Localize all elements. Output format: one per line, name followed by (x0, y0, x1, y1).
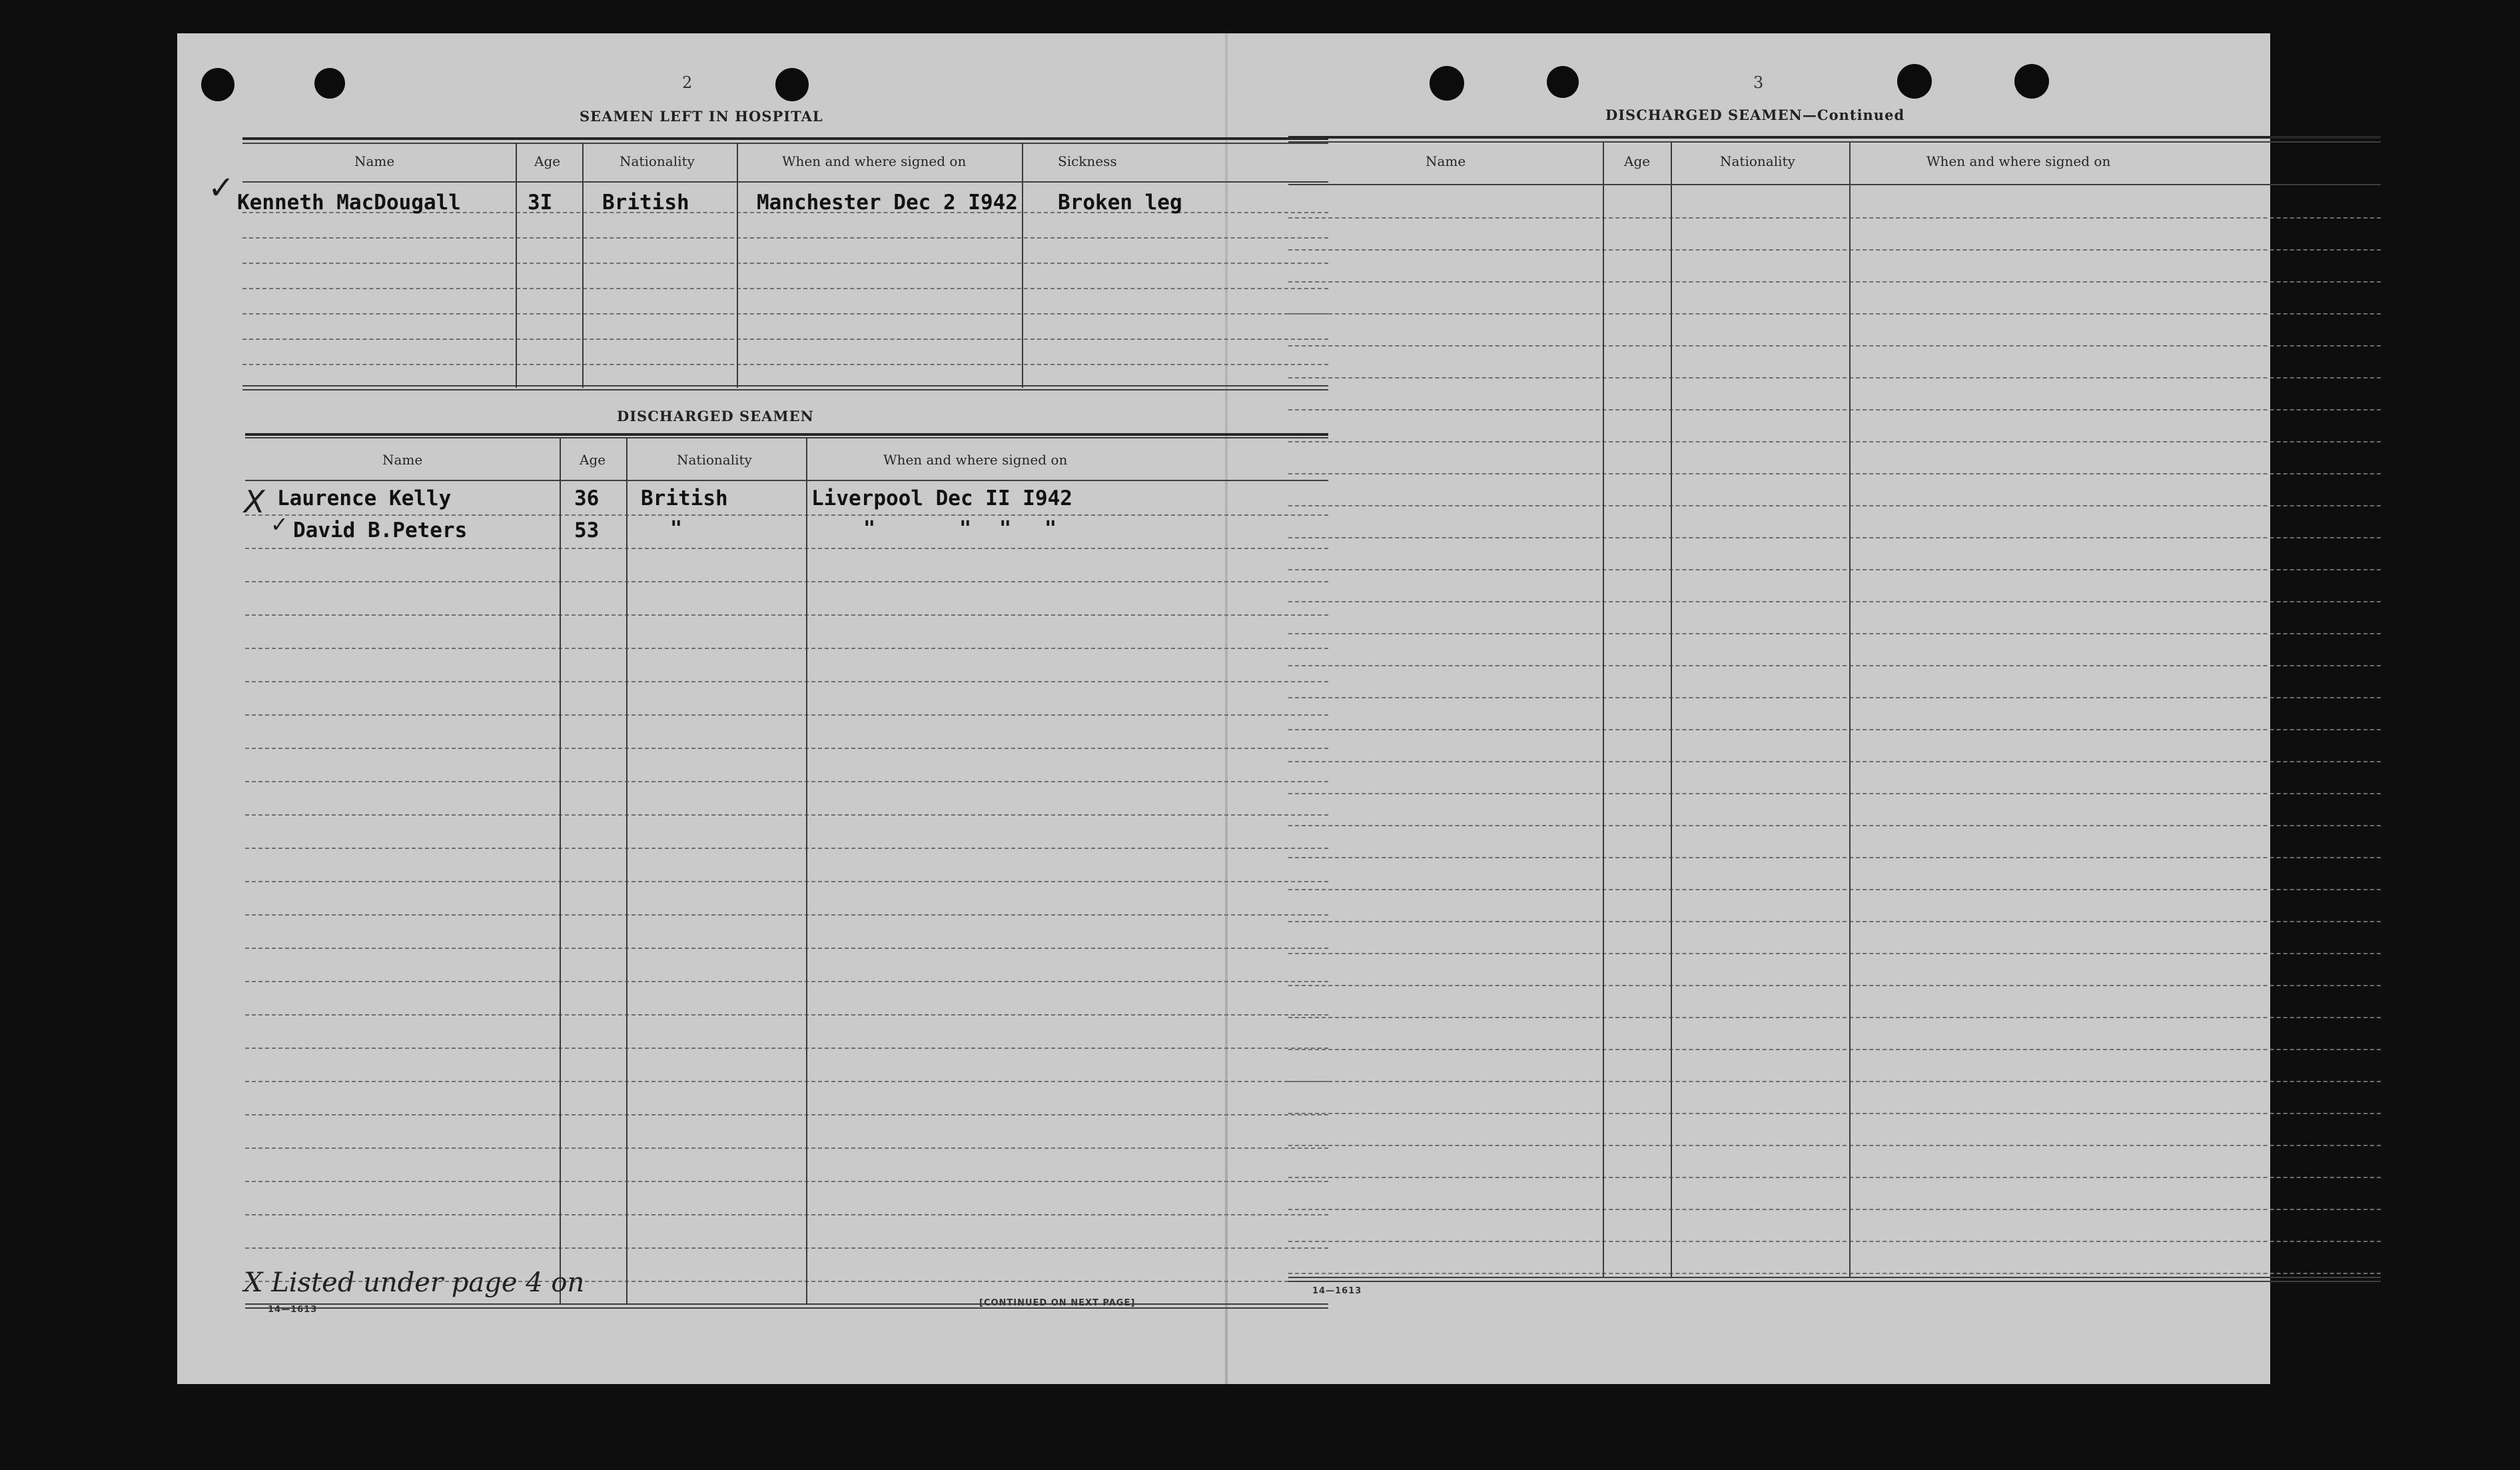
discharged-name-cell: Laurence Kelly (277, 486, 452, 510)
col-header-nationality: Nationality (620, 153, 695, 169)
discharged-age-cell: 36 (574, 486, 600, 510)
page-number-left: 2 (682, 73, 693, 92)
punch-hole (2014, 64, 2049, 99)
punch-hole (775, 68, 809, 101)
continued-col-header-signed-on: When and where signed on (1926, 153, 2111, 169)
discharged-col-header-nationality: Nationality (677, 452, 752, 468)
col-header-age: Age (534, 153, 561, 169)
x-mark: X (244, 484, 265, 520)
punch-hole (1430, 66, 1464, 101)
ditto-mark: " (959, 517, 972, 540)
ditto-mark: " (670, 517, 683, 540)
hospital-sickness-cell: Broken leg (1058, 191, 1182, 215)
hospital-age-cell: 3I (528, 191, 553, 215)
col-header-signed-on: When and where signed on (782, 153, 967, 169)
discharged-nationality-cell: British (641, 486, 728, 510)
punch-hole (314, 68, 345, 99)
discharged-age-cell: 53 (574, 518, 600, 542)
hospital-name-cell: Kenneth MacDougall (237, 191, 461, 215)
discharged-col-header-age: Age (580, 452, 606, 468)
page-number-right: 3 (1753, 73, 1764, 92)
check-mark: ✓ (208, 169, 235, 207)
ditto-mark: " (999, 517, 1012, 540)
discharged-signed-on-cell: Liverpool Dec II I942 (811, 486, 1072, 510)
form-code-right: 14—1613 (1312, 1286, 1362, 1296)
discharged-section-title: DISCHARGED SEAMEN (617, 408, 814, 424)
handwritten-note: X Listed under page 4 on (244, 1267, 585, 1298)
check-mark: ✓ (270, 512, 288, 537)
document-scan (177, 33, 2270, 1384)
ditto-mark: " (863, 517, 876, 540)
ditto-mark: " (1045, 517, 1057, 540)
form-code-left: 14—1613 (268, 1305, 318, 1315)
punch-hole (1547, 66, 1579, 98)
continued-col-header-nationality: Nationality (1720, 153, 1795, 169)
continued-col-header-age: Age (1624, 153, 1651, 169)
discharged-name-cell: David B.Peters (293, 518, 468, 542)
hospital-section-title: SEAMEN LEFT IN HOSPITAL (580, 108, 823, 125)
discharged-continued-title: DISCHARGED SEAMEN—Continued (1605, 107, 1905, 123)
punch-hole (201, 68, 234, 101)
col-header-sickness: Sickness (1058, 153, 1117, 169)
discharged-col-header-name: Name (382, 452, 423, 468)
punch-hole (1897, 64, 1932, 99)
continued-col-header-name: Name (1426, 153, 1466, 169)
hospital-signed-on-cell: Manchester Dec 2 I942 (757, 191, 1018, 215)
hospital-nationality-cell: British (602, 191, 689, 215)
continued-note: [CONTINUED ON NEXT PAGE] (979, 1298, 1136, 1308)
col-header-name: Name (354, 153, 395, 169)
discharged-col-header-signed-on: When and where signed on (883, 452, 1068, 468)
